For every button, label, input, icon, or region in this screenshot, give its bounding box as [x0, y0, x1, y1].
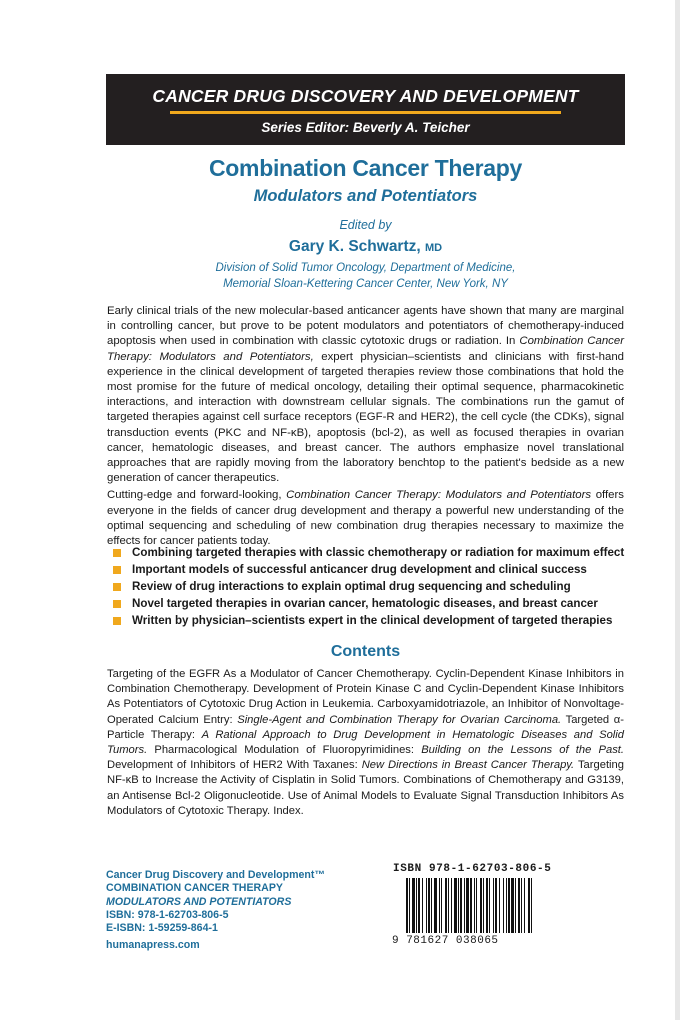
- barcode-bar: [511, 878, 514, 933]
- editor-affiliation-line-2: Memorial Sloan-Kettering Cancer Center, New York, NY: [223, 278, 508, 290]
- barcode-bar: [470, 878, 472, 933]
- barcode-bar: [418, 878, 420, 933]
- feature-item: [113, 579, 625, 596]
- barcode-bar: [412, 878, 415, 933]
- imprint-title: COMBINATION CANCER THERAPY: [106, 882, 283, 895]
- imprint-eisbn: E-ISBN: 1-59259-864-1: [106, 922, 218, 935]
- square-bullet-icon: [113, 600, 121, 608]
- editor-degree: MD: [425, 242, 443, 254]
- book-description: [107, 304, 624, 549]
- series-title: CANCER DRUG DISCOVERY AND DEVELOPMENT: [152, 86, 579, 106]
- feature-item: [113, 613, 625, 630]
- contents-text-1: Targeting of the EGFR As a Modulator of Cancer Chemotherapy. Cyclin-Dependent Kinase Inhibitors in Combination Chemotherapy. Development of Protein Kinase C and Cyclin-Dependent Kinase Inhibitors As Potentiators of Cytotoxic Drug Action in Leukemia. Carboxyamidotriazole, an Inhibitor of Nonvoltage-Operated Calcium Entry:: [107, 668, 624, 726]
- barcode-bar: [474, 878, 475, 933]
- barcode-bar: [486, 878, 488, 933]
- description-paragraph-2: [107, 488, 624, 549]
- barcode-bar: [464, 878, 465, 933]
- barcode-bar: [422, 878, 423, 933]
- feature-item: [113, 596, 625, 613]
- barcode-bar: [409, 878, 410, 933]
- contents-italic-4: New Directions in Breast Cancer Therapy.: [361, 759, 575, 772]
- barcode-bar: [506, 878, 507, 933]
- barcode-bar: [503, 878, 504, 933]
- feature-text: Review of drug interactions to explain optimal drug sequencing and scheduling: [132, 580, 571, 593]
- contents-text: [107, 667, 624, 819]
- square-bullet-icon: [113, 566, 121, 574]
- barcode-bar: [434, 878, 437, 933]
- description-p1-text-a: Early clinical trials of the new molecular-based anticancer agents have shown that many are marginal in controlling cancer, but prove to be potent modulators and potentiators of chemotherapy-induced apoptosis when used in combination with classic cytotoxic drugs or radiation. In: [107, 305, 624, 348]
- barcode-bar: [439, 878, 440, 933]
- barcode-bar: [483, 878, 484, 933]
- barcode-bar: [406, 878, 408, 933]
- barcode-bar: [521, 878, 522, 933]
- feature-text: Written by physician–scientists expert in the clinical development of targeted therapies: [132, 614, 613, 627]
- barcode-bar: [499, 878, 500, 933]
- book-subtitle: Modulators and Potentiators: [253, 187, 478, 205]
- barcode-bar: [451, 878, 452, 933]
- contents-text-2: Targeted α-Particle Therapy:: [107, 713, 624, 741]
- square-bullet-icon: [113, 549, 121, 557]
- barcode-bar: [441, 878, 442, 933]
- editor-affiliation-line-1: Division of Solid Tumor Oncology, Department of Medicine,: [215, 262, 516, 274]
- series-title-rule: [170, 111, 561, 114]
- barcode-bar: [476, 878, 477, 933]
- feature-text: Combining targeted therapies with classic chemotherapy or radiation for maximum effect: [132, 546, 625, 559]
- barcode-bar: [426, 878, 427, 933]
- imprint-isbn: ISBN: 978-1-62703-806-5: [106, 908, 229, 921]
- barcode-bar: [489, 878, 490, 933]
- publisher-url: humanapress.com: [106, 939, 200, 952]
- barcode-digits: 9 781627 038065: [392, 935, 499, 947]
- contents-italic-3: Building on the Lessons of the Past.: [421, 744, 625, 757]
- contents-italic-1: Single-Agent and Combination Therapy for Ovarian Carcinoma.: [237, 713, 562, 726]
- square-bullet-icon: [113, 617, 121, 625]
- barcode-bar: [493, 878, 494, 933]
- barcode-bar: [416, 878, 417, 933]
- feature-item: [113, 545, 625, 562]
- imprint-series: Cancer Drug Discovery and Development™: [106, 869, 326, 881]
- barcode-bar: [528, 878, 530, 933]
- barcode-bar: [431, 878, 432, 933]
- editor-name-text: Gary K. Schwartz,: [288, 238, 421, 255]
- barcode-bar: [480, 878, 482, 933]
- barcode-bar: [495, 878, 497, 933]
- square-bullet-icon: [113, 583, 121, 591]
- imprint-block: [106, 869, 366, 953]
- barcode-bar: [460, 878, 462, 933]
- feature-text: Important models of successful anticancer drug development and clinical success: [132, 563, 587, 576]
- barcode-isbn-label: ISBN 978-1-62703-806-5: [393, 863, 552, 875]
- barcode-bar: [454, 878, 457, 933]
- barcode-bar: [524, 878, 525, 933]
- description-paragraph-1: [107, 304, 624, 486]
- feature-text: Novel targeted therapies in ovarian cancer, hematologic diseases, and breast cancer: [132, 597, 598, 610]
- contents-text-5: Targeting NF-κB to Increase the Activity of Cisplatin in Solid Tumors. Combinations of Chemotherapy and G3139, an Antisense Bcl-2 Oligonucleotide. Use of Animal Models to Evaluate Signal Transduction Inhibitors As Modulators of Cytotoxic Therapy. Index.: [107, 759, 624, 817]
- barcode-bar: [508, 878, 510, 933]
- barcode-icon: [406, 878, 558, 933]
- description-p2-text-a: Cutting-edge and forward-looking,: [107, 489, 287, 502]
- barcode-bar: [518, 878, 520, 933]
- description-p1-text-b: expert physician–scientists and clinicians with first-hand experience in the clinical development of targeted therapies review those combinations that hold the most promise for the future of medical oncology, detailing their optimal sequence, pharmacokinetic interactions, and interaction with downstream cellular signals. The combinations run the gamut of targeted therapies against cell surface receptors (EGF-R and HER2), the cell cycle (the CDKs), signal transduction events (PKC and NF-κB), apoptosis (bcl-2), as well as focused therapies in ovarian cancer, hematologic diseases, and breast cancer. The authors emphasize novel translational approaches that are rapidly moving from the laboratory benchtop to the patient's bedside as a new generation of cancer therapeutics.: [107, 350, 625, 485]
- contents-text-3: Pharmacological Modulation of Fluoropyrimidines:: [147, 744, 422, 757]
- edited-by-label: Edited by: [339, 218, 392, 232]
- barcode-bar: [466, 878, 469, 933]
- page-edge: [675, 0, 680, 1020]
- barcode-bar: [531, 878, 532, 933]
- series-banner: [106, 74, 625, 145]
- editor-name: [106, 238, 625, 256]
- contents-text-4: Development of Inhibitors of HER2 With Taxanes:: [107, 759, 362, 772]
- description-p2-text-b: offers everyone in the fields of cancer drug development and therapy a powerful new understanding of the optimal sequencing and scheduling of new combination drug therapies necessary to maximize the effects for cancer patients today.: [107, 489, 624, 548]
- contents-italic-2: A Rational Approach to Drug Development in Hematologic Diseases and Solid Tumors.: [107, 728, 624, 757]
- feature-item: [113, 562, 625, 579]
- barcode-bar: [448, 878, 449, 933]
- imprint-subtitle: MODULATORS AND POTENTIATORS: [106, 895, 292, 908]
- series-editor: Series Editor: Beverly A. Teicher: [261, 120, 470, 135]
- barcode-bar: [458, 878, 459, 933]
- book-title: Combination Cancer Therapy: [209, 155, 522, 181]
- barcode-bar: [428, 878, 430, 933]
- barcode-bar: [515, 878, 516, 933]
- description-p2-title: Combination Cancer Therapy: Modulators and Potentiators: [286, 489, 592, 502]
- feature-list: [113, 545, 625, 630]
- description-p1-title: Combination Cancer Therapy: Modulators and Potentiators,: [107, 335, 624, 363]
- barcode-bar: [445, 878, 447, 933]
- contents-heading: Contents: [330, 643, 401, 660]
